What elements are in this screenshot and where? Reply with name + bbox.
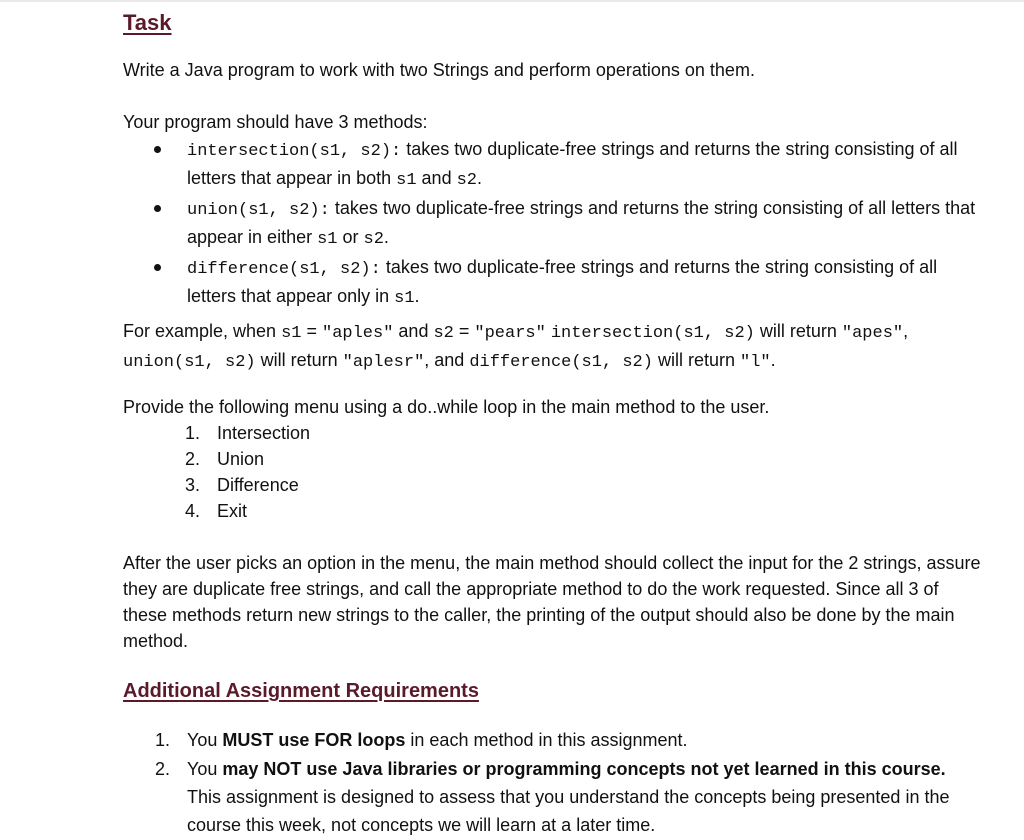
- menu-label: Difference: [217, 475, 299, 495]
- menu-label: Union: [217, 449, 265, 469]
- task-heading: Task: [123, 10, 172, 35]
- bullet-icon: [154, 146, 161, 153]
- menu-intro: Provide the following menu using a do..while loop in the main method to the user.: [123, 397, 770, 417]
- top-border: [0, 0, 1024, 2]
- method-description: takes two duplicate-free strings and returns the string consisting of all letters that appear only in: [187, 257, 938, 306]
- method-description: takes two duplicate-free strings and returns the string consisting of all letters that appear in both: [187, 139, 958, 188]
- method-difference: [123, 254, 983, 312]
- method-signature: intersection(s1, s2):: [187, 142, 402, 161]
- method-description: .: [383, 227, 389, 247]
- menu-item-difference: [185, 472, 310, 498]
- requirement-item: 2. You may NOT use Java libraries or programming concepts not yet learned in this course. This assignment is designed to assess that you understand the concepts being presented in the course this week, not concepts we will learn at a later time.: [155, 755, 975, 839]
- menu-item-intersection: [185, 420, 310, 446]
- method-signature: difference(s1, s2):: [187, 260, 381, 279]
- method-description: or: [337, 227, 364, 247]
- example-paragraph: For example, when s1 = "aples" and s2 = "pears" intersection(s1, s2) will return "apes", union(s1, s2) will return "aplesr", and difference(s1, s2) will return "l".: [123, 321, 909, 372]
- requirements-list: [155, 726, 975, 840]
- method-description: takes two duplicate-free strings and returns the string consisting of all letters that appear in either: [187, 198, 976, 247]
- methods-intro: Your program should have 3 methods:: [123, 112, 428, 132]
- bullet-icon: [154, 205, 161, 212]
- method-description: .: [477, 168, 483, 188]
- menu-label: Intersection: [217, 423, 311, 443]
- bullet-icon: [154, 264, 161, 271]
- menu-number: 2.: [185, 449, 201, 469]
- method-union: [123, 195, 983, 253]
- method-signature: union(s1, s2):: [187, 201, 330, 220]
- code-s2: s2: [363, 230, 384, 249]
- requirements-heading: Additional Assignment Requirements: [123, 680, 479, 702]
- requirement-item: 1. You MUST use FOR loops in each method in this assignment.: [155, 726, 975, 754]
- method-description: and: [416, 168, 457, 188]
- menu-list: [185, 420, 310, 524]
- menu-item-union: [185, 446, 310, 472]
- menu-number: 3.: [185, 475, 201, 495]
- menu-number: 4.: [185, 501, 201, 521]
- menu-item-exit: [185, 498, 310, 524]
- code-s2: s2: [456, 171, 477, 190]
- method-description: .: [414, 286, 420, 306]
- code-s1: s1: [396, 171, 417, 190]
- method-intersection: [123, 136, 983, 194]
- requirement-number: 1.: [155, 730, 171, 750]
- task-intro: Write a Java program to work with two Strings and perform operations on them.: [123, 60, 755, 80]
- code-s1: s1: [394, 289, 415, 308]
- requirement-number: 2.: [155, 759, 171, 779]
- menu-number: 1.: [185, 423, 201, 443]
- methods-list: [123, 136, 983, 313]
- menu-label: Exit: [217, 501, 248, 521]
- after-menu-paragraph: After the user picks an option in the menu, the main method should collect the input for the 2 strings, assure they are duplicate free strings, and call the appropriate method to do the work requested. Since all 3 of these methods return new strings to the caller, the printing of the output should also be done by the main method.: [123, 553, 981, 651]
- code-s1: s1: [317, 230, 338, 249]
